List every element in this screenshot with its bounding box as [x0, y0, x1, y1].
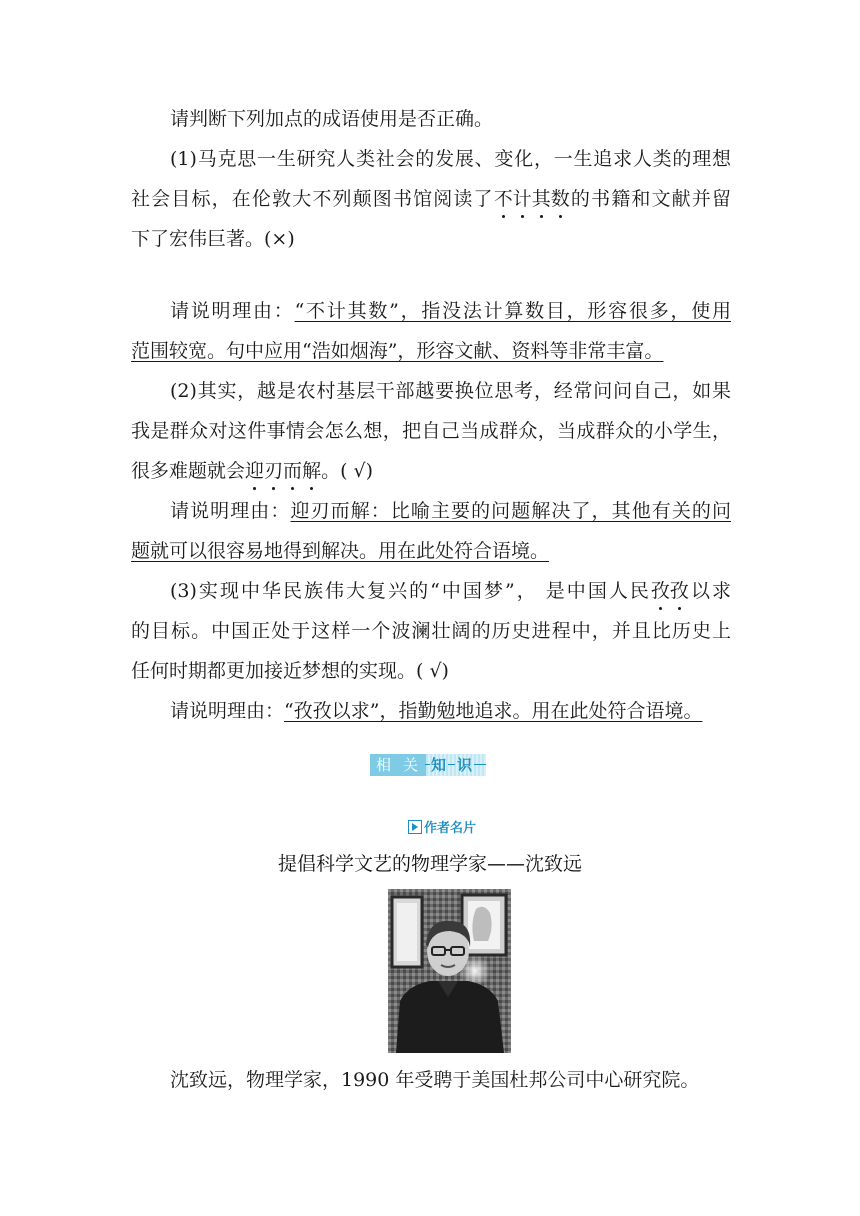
- badge-dash: [425, 764, 430, 765]
- q1-reason: [170, 299, 731, 323]
- related-knowledge-badge: [370, 752, 488, 778]
- q2-reason-answer-line-2: 题就可以很容易地得到解决。用在此处符合语境。: [131, 540, 550, 562]
- q2-reason: [170, 499, 731, 523]
- q3-reason: [170, 699, 731, 723]
- instruction-text: 请判断下列加点的成语使用是否正确。: [170, 108, 494, 130]
- author-bio: 沈致远，物理学家，1990 年受聘于美国杜邦公司中心研究院。: [170, 1069, 700, 1091]
- q3-line-3: 任何时期都更加接近梦想的实现。( √): [131, 660, 449, 682]
- q1-line-2-post: 的书籍和文献并留: [569, 188, 731, 210]
- q3-line-2: 的目标。中国正处于这样一个波澜壮阔的历史进程中，并且比历史上: [131, 620, 731, 642]
- q3-idiom-char: 以: [688, 580, 712, 602]
- play-icon: [408, 820, 422, 834]
- q2-reason-answer: 迎刃而解：比喻主要的问题解决了，其他有关的问: [290, 500, 731, 522]
- q2-line-3-pre: 很多难题就会: [131, 460, 246, 482]
- badge-char: 相: [376, 756, 392, 774]
- q1-idiom-char: 不: [493, 188, 513, 210]
- q3-line-1: [170, 579, 731, 603]
- q1-idiom-char: 计: [512, 188, 532, 210]
- q1-reason-answer-cont: [131, 339, 731, 363]
- q3-line-1-text: (3)实现中华民族伟大复兴的“中国梦”， 是中国人民: [170, 580, 651, 602]
- q1-reason-answer-line-2: 范围较宽。句中应用“浩如烟海”，形容文献、资料等非常丰富。: [131, 340, 664, 362]
- q2-line-3-post: 。( √): [321, 460, 374, 482]
- q2-idiom-char: 解: [302, 460, 322, 482]
- q3-idiom-char: 求: [711, 580, 731, 602]
- reason-label: 请说明理由：: [170, 300, 295, 322]
- portrait-illustration: [388, 889, 511, 1053]
- q2-reason-answer-cont: [131, 539, 731, 563]
- q2-idiom-char: 刃: [264, 460, 284, 482]
- badge-dash: [448, 764, 455, 765]
- q2-idiom-char: 迎: [245, 460, 265, 482]
- reason-label: 请说明理由：: [170, 700, 285, 722]
- badge-char: 知: [431, 756, 447, 774]
- q3-idiom-char: 孜: [650, 580, 670, 602]
- q1-line-1: (1)马克思一生研究人类社会的发展、变化，一生追求人类的理想: [170, 148, 731, 170]
- q1-line-2-pre: 社会目标，在伦敦大不列颠图书馆阅读了: [131, 188, 494, 210]
- q1-line-3: 下了宏伟巨著。(×): [131, 228, 295, 250]
- q2-idiom-char: 而: [283, 460, 303, 482]
- q1-line-2: [131, 187, 731, 211]
- author-card-tag: [408, 820, 476, 838]
- badge-char: 关: [403, 756, 419, 774]
- q3-idiom-char: 孜: [669, 580, 689, 602]
- badge-dash: [474, 764, 486, 765]
- q3-reason-answer: “孜孜以求”，指勤勉地追求。用在此处符合语境。: [284, 700, 703, 722]
- q1-idiom-char: 其: [531, 188, 551, 210]
- q1-idiom-char: 数: [550, 188, 570, 210]
- q1-reason-answer: “不计其数”，指没法计算数目，形容很多，使用: [294, 300, 731, 322]
- q2-line-3: [131, 459, 731, 483]
- q2-line-1: (2)其实，越是农村基层干部越要换位思考，经常问问自己，如果: [170, 380, 731, 402]
- author-card-label: 作者名片: [424, 821, 477, 836]
- badge-char: 识: [457, 756, 473, 774]
- reason-label: 请说明理由：: [170, 500, 291, 522]
- author-portrait-photo: [388, 889, 511, 1053]
- q2-line-2: 我是群众对这件事情会怎么想，把自己当成群众，当成群众的小学生，: [131, 420, 731, 442]
- author-heading: 提倡科学文艺的物理学家——沈致远: [277, 853, 582, 875]
